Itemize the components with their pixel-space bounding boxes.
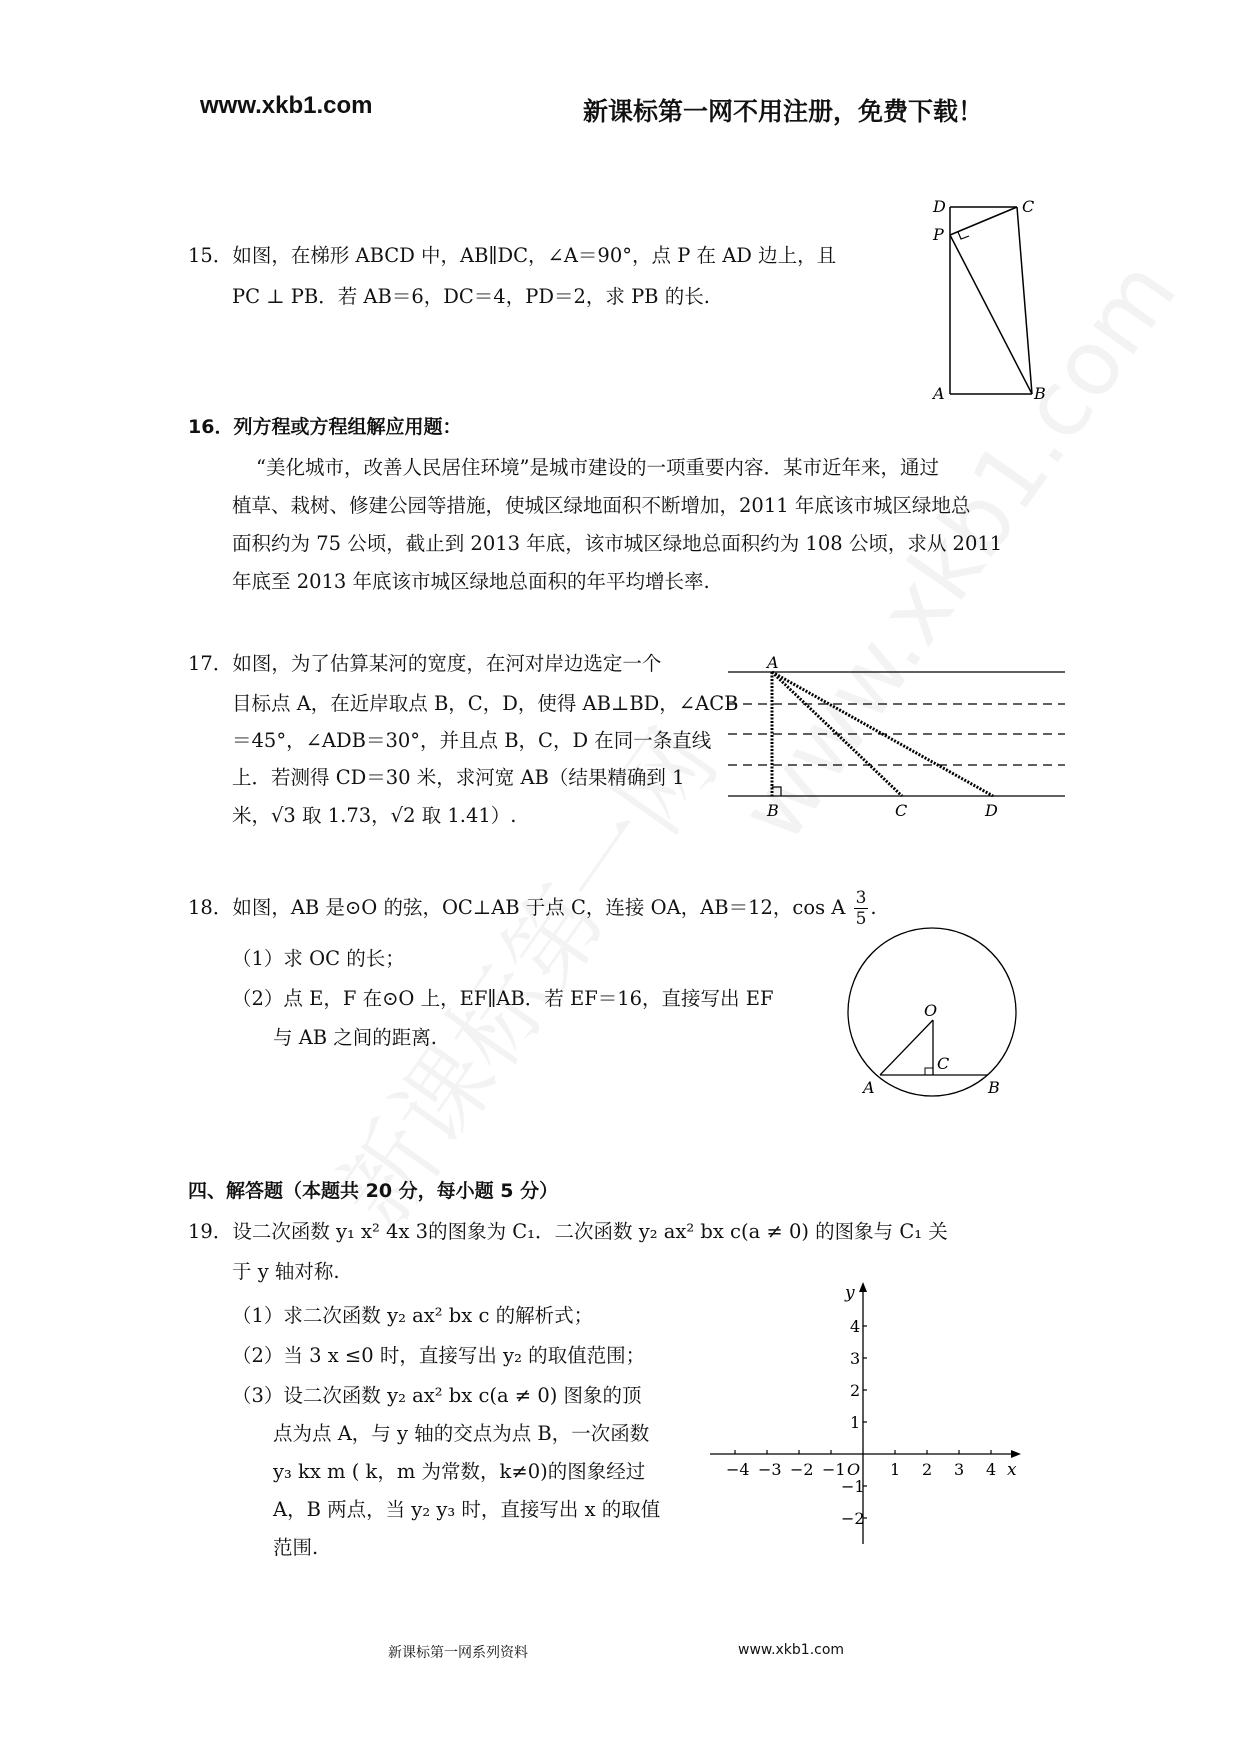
label-B: B <box>988 1078 1000 1097</box>
frac-den: 5 <box>855 909 867 929</box>
label-A: A <box>767 653 779 672</box>
q17-line4: 上．若测得 CD＝30 米，求河宽 AB（结果精确到 1 <box>232 766 685 789</box>
x-tick-label: −2 <box>790 1460 814 1479</box>
q18-sub2a: （2）点 E，F 在⊙O 上，EF∥AB．若 EF＝16，直接写出 EF <box>232 987 774 1010</box>
origin-label: O <box>847 1460 861 1479</box>
y-tick-label: −1 <box>841 1477 865 1496</box>
label-C: C <box>937 1054 950 1073</box>
q19-sub3e: 范围. <box>273 1536 319 1559</box>
q17-line2: 目标点 A，在近岸取点 B，C，D，使得 AB⊥BD，∠ACB <box>232 692 739 715</box>
q17-line5: 米，√3 取 1.73，√2 取 1.41）. <box>232 804 517 827</box>
q19-sub3b: 点为点 A，与 y 轴的交点为点 B，一次函数 <box>273 1422 650 1445</box>
label-D: D <box>985 801 998 820</box>
label-A: A <box>863 1078 875 1097</box>
q18-sub2b: 与 AB 之间的距离. <box>273 1026 438 1049</box>
header-site: www.xkb1.com <box>200 92 373 119</box>
q16-title: 16．列方程或方程组解应用题： <box>188 416 462 438</box>
q17-line3: ＝45°，∠ADB＝30°，并且点 B，C，D 在同一条直线 <box>232 729 712 752</box>
y-tick-label: −2 <box>841 1509 865 1528</box>
q15-line1: 15．如图，在梯形 ABCD 中，AB∥DC，∠A＝90°，点 P 在 AD 边上，且 <box>188 244 837 267</box>
label-C: C <box>1022 197 1035 216</box>
trapezoid-figure <box>925 195 1060 410</box>
x-tick-label: −1 <box>822 1460 846 1479</box>
x-tick-label: −4 <box>726 1460 750 1479</box>
q18-sub1: （1）求 OC 的长； <box>232 947 405 970</box>
q19-sub3d: A，B 两点，当 y₂ y₃ 时，直接写出 x 的取值 <box>273 1498 661 1521</box>
q19-line1: 19．设二次函数 y₁ x² 4x 3的图象为 C₁．二次函数 y₂ ax² bx c(a ≠ 0) 的图象与 C₁ 关 <box>188 1220 948 1243</box>
q16-line2: 植草、栽树、修建公园等措施，使城区绿地面积不断增加，2011 年底该市城区绿地总 <box>232 494 971 517</box>
q19-line2: 于 y 轴对称. <box>232 1260 340 1283</box>
label-A: A <box>933 384 945 403</box>
x-tick-label: 4 <box>986 1460 997 1479</box>
label-B: B <box>1034 384 1046 403</box>
y-tick-label: 1 <box>850 1413 861 1432</box>
q19-sub2: （2）当 3 x ≤0 时，直接写出 y₂ 的取值范围； <box>232 1344 646 1367</box>
frac-num: 3 <box>855 888 867 908</box>
section4-title: 四、解答题（本题共 20 分，每小题 5 分） <box>188 1180 559 1202</box>
y-tick-label: 2 <box>850 1381 861 1400</box>
y-tick-label: 3 <box>850 1349 861 1368</box>
x-tick-label: 2 <box>922 1460 933 1479</box>
q16-line4: 年底至 2013 年底该市城区绿地总面积的年平均增长率. <box>232 570 710 593</box>
x-tick-label: 1 <box>890 1460 901 1479</box>
x-tick-label: 3 <box>954 1460 965 1479</box>
label-B: B <box>767 801 779 820</box>
q19-sub1: （1）求二次函数 y₂ ax² bx c 的解析式； <box>232 1304 594 1327</box>
footer-left: 新课标第一网系列资料 <box>388 1645 528 1661</box>
q18-end: . <box>870 896 877 919</box>
x-tick-label: −3 <box>758 1460 782 1479</box>
coordinate-axes <box>705 1278 1030 1548</box>
circle-figure <box>840 920 1025 1110</box>
label-D: D <box>933 197 946 216</box>
q18-text: 18．如图，AB 是⊙O 的弦，OC⊥AB 于点 C，连接 OA，AB＝12，cos A <box>188 896 852 919</box>
y-tick-label: 4 <box>850 1317 861 1336</box>
q15-line2: PC ⊥ PB．若 AB＝6，DC＝4，PD＝2，求 PB 的长. <box>232 285 710 308</box>
q18-line1 <box>188 888 877 929</box>
header-slogan: 新课标第一网不用注册，免费下载！ <box>583 97 984 126</box>
x-axis-label: x <box>1007 1460 1017 1480</box>
q17-line1: 17．如图，为了估算某河的宽度，在河对岸边选定一个 <box>188 652 662 675</box>
q16-line1: “美化城市，改善人民居住环境”是城市建设的一项重要内容．某市近年来，通过 <box>256 456 939 479</box>
y-axis-label: y <box>845 1283 855 1303</box>
label-O: O <box>924 1001 938 1020</box>
label-P: P <box>933 225 944 244</box>
q19-sub3c: y₃ kx m ( k，m 为常数，k≠0)的图象经过 <box>273 1460 646 1483</box>
footer-right: www.xkb1.com <box>738 1642 845 1658</box>
q16-line3: 面积约为 75 公顷，截止到 2013 年底，该市城区绿地总面积约为 108 公顷，求从 2011 <box>232 532 1003 555</box>
q19-sub3a: （3）设二次函数 y₂ ax² bx c(a ≠ 0) 图象的顶 <box>232 1384 642 1407</box>
label-C: C <box>895 801 908 820</box>
river-figure <box>725 650 1070 825</box>
